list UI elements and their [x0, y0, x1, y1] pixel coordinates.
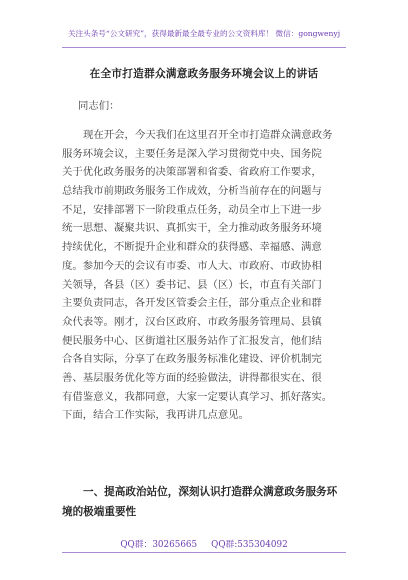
- salutation: 同志们：: [78, 100, 120, 112]
- section-heading-line: 境的极端重要性: [62, 505, 137, 518]
- body-line: 现在开会，今天我们在这里召开全市打造群众满意政务: [83, 129, 333, 141]
- body-line: 下面，结合工作实际，我再讲几点意见。: [62, 409, 250, 422]
- body-line: 不足，安排部署下一阶段重点任务，动员全市上下进一步: [62, 203, 322, 216]
- body-line: 合各自实际，分享了在政务服务标准化建设、评价机制完: [62, 353, 322, 366]
- section-heading: [62, 483, 352, 522]
- footer-divider: [62, 552, 346, 553]
- qq-group-2: QQ群:535304092: [211, 540, 288, 550]
- document-title: 在全市打造群众满意政务服务环境会议上的讲话: [89, 68, 319, 80]
- body-line: 关领导，各县（区）委书记、县（区）长，市直有关部门: [62, 278, 322, 291]
- footer-contacts: [0, 537, 408, 550]
- body-line: 善、基层服务优化等方面的经验做法，讲得都很实在、很: [62, 371, 322, 384]
- body-line: 服务环境会议，主要任务是深入学习贯彻党中央、国务院: [62, 147, 322, 160]
- body-line: 持续优化，不断提升企业和群众的获得感、幸福感、满意: [62, 241, 322, 254]
- body-paragraph: [62, 126, 348, 425]
- body-line: 便民服务中心、区街道社区服务站作了汇报发言，他们结: [62, 334, 322, 347]
- header-banner: 关注头条号“公文研究”，获得最新最全最专业的公文资料库！ 微信：gongwenyj: [67, 29, 341, 38]
- header-divider: [62, 47, 346, 48]
- body-line: 总结我市前期政务服务工作成效，分析当前存在的问题与: [62, 185, 322, 198]
- body-line: 关于优化政务服务的决策部署和省委、省政府工作要求，: [62, 166, 322, 179]
- body-line: 度。参加今天的会议有市委、市人大、市政府、市政协相: [62, 259, 322, 272]
- body-line: 有借鉴意义，我都同意，大家一定要认真学习、抓好落实。: [62, 390, 333, 403]
- body-line: 主要负责同志，各开发区管委会主任，部分重点企业和群: [62, 297, 322, 310]
- body-line: 众代表等。刚才，汉台区政府、市政务服务管理局、县镇: [62, 315, 322, 328]
- section-heading-line: 一、提高政治站位，深刻认识打造群众满意政务服务环: [83, 486, 338, 498]
- body-line: 统一思想、凝聚共识、真抓实干，全力推动政务服务环境: [62, 222, 322, 235]
- qq-group-1: QQ群：30265665: [120, 540, 198, 550]
